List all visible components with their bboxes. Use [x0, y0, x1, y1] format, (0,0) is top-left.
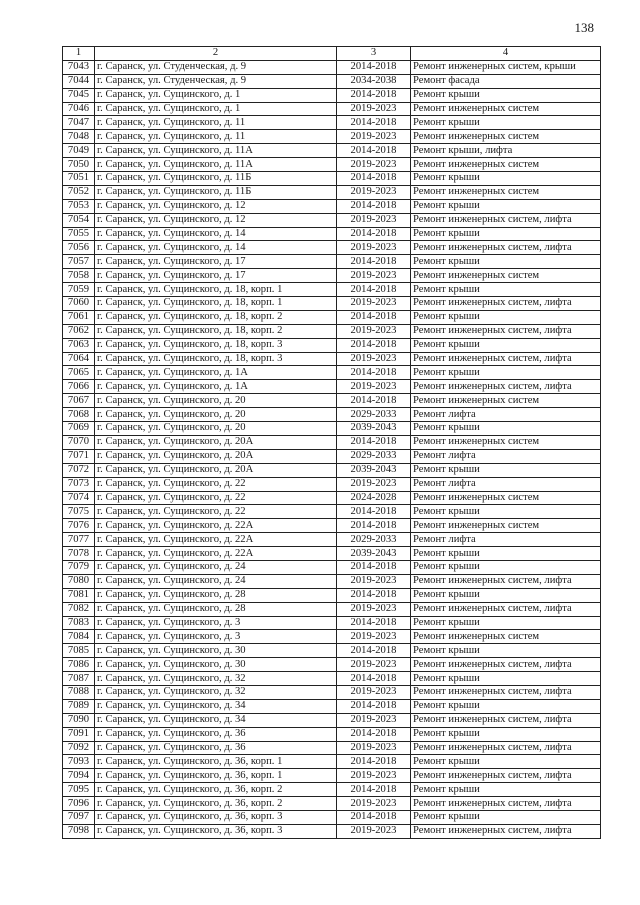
period-cell: 2014-2018	[337, 644, 411, 658]
address-cell: г. Саранск, ул. Сущинского, д. 18, корп. 3	[95, 338, 337, 352]
row-number: 7081	[63, 588, 95, 602]
work-type-cell: Ремонт крыши	[411, 588, 601, 602]
address-cell: г. Саранск, ул. Сущинского, д. 20А	[95, 463, 337, 477]
header-row	[63, 47, 601, 61]
period-cell: 2014-2018	[337, 435, 411, 449]
work-type-cell: Ремонт крыши	[411, 699, 601, 713]
table-row	[63, 338, 601, 352]
address-cell: г. Саранск, ул. Сущинского, д. 34	[95, 713, 337, 727]
address-cell: г. Саранск, ул. Сущинского, д. 22А	[95, 533, 337, 547]
table-row	[63, 727, 601, 741]
period-cell: 2019-2023	[337, 185, 411, 199]
table-row	[63, 769, 601, 783]
address-cell: г. Саранск, ул. Сущинского, д. 36, корп. 2	[95, 783, 337, 797]
work-type-cell: Ремонт крыши	[411, 505, 601, 519]
table-row	[63, 755, 601, 769]
row-number: 7077	[63, 533, 95, 547]
address-cell: г. Саранск, ул. Сущинского, д. 11Б	[95, 172, 337, 186]
work-type-cell: Ремонт крыши	[411, 366, 601, 380]
row-number: 7071	[63, 449, 95, 463]
table-row	[63, 408, 601, 422]
period-cell: 2019-2023	[337, 213, 411, 227]
row-number: 7058	[63, 269, 95, 283]
period-cell: 2019-2023	[337, 630, 411, 644]
work-type-cell: Ремонт инженерных систем, лифта	[411, 713, 601, 727]
period-cell: 2014-2018	[337, 144, 411, 158]
row-number: 7049	[63, 144, 95, 158]
period-cell: 2019-2023	[337, 241, 411, 255]
work-type-cell: Ремонт инженерных систем, лифта	[411, 380, 601, 394]
address-cell: г. Саранск, ул. Сущинского, д. 12	[95, 199, 337, 213]
work-type-cell: Ремонт инженерных систем	[411, 269, 601, 283]
table-row	[63, 435, 601, 449]
address-cell: г. Саранск, ул. Сущинского, д. 30	[95, 644, 337, 658]
table-body	[63, 60, 601, 838]
row-number: 7062	[63, 324, 95, 338]
work-type-cell: Ремонт крыши	[411, 810, 601, 824]
row-number: 7073	[63, 477, 95, 491]
period-cell: 2029-2033	[337, 533, 411, 547]
table-row	[63, 241, 601, 255]
table-row	[63, 297, 601, 311]
period-cell: 2029-2033	[337, 408, 411, 422]
address-cell: г. Саранск, ул. Сущинского, д. 36, корп. 1	[95, 755, 337, 769]
work-type-cell: Ремонт инженерных систем, лифта	[411, 741, 601, 755]
table-row	[63, 533, 601, 547]
row-number: 7091	[63, 727, 95, 741]
row-number: 7059	[63, 283, 95, 297]
address-cell: г. Саранск, ул. Сущинского, д. 20	[95, 408, 337, 422]
period-cell: 2014-2018	[337, 88, 411, 102]
address-cell: г. Саранск, ул. Сущинского, д. 11	[95, 116, 337, 130]
table-row	[63, 116, 601, 130]
table-row	[63, 463, 601, 477]
address-cell: г. Саранск, ул. Сущинского, д. 32	[95, 685, 337, 699]
page-number: 138	[574, 20, 594, 35]
table-row	[63, 491, 601, 505]
header-cell-4: 4	[411, 47, 601, 61]
table-row	[63, 60, 601, 74]
period-cell: 2019-2023	[337, 297, 411, 311]
period-cell: 2014-2018	[337, 310, 411, 324]
address-cell: г. Саранск, ул. Сущинского, д. 1	[95, 88, 337, 102]
row-number: 7048	[63, 130, 95, 144]
row-number: 7069	[63, 422, 95, 436]
period-cell: 2014-2018	[337, 505, 411, 519]
address-cell: г. Саранск, ул. Сущинского, д. 22А	[95, 547, 337, 561]
row-number: 7044	[63, 74, 95, 88]
table-row	[63, 783, 601, 797]
row-number: 7043	[63, 60, 95, 74]
period-cell: 2014-2018	[337, 255, 411, 269]
work-type-cell: Ремонт инженерных систем, лифта	[411, 574, 601, 588]
period-cell: 2014-2018	[337, 394, 411, 408]
row-number: 7076	[63, 519, 95, 533]
row-number: 7088	[63, 685, 95, 699]
work-type-cell: Ремонт инженерных систем	[411, 185, 601, 199]
period-cell: 2019-2023	[337, 158, 411, 172]
table-row	[63, 172, 601, 186]
address-cell: г. Саранск, ул. Сущинского, д. 18, корп. 1	[95, 283, 337, 297]
address-cell: г. Саранск, ул. Сущинского, д. 17	[95, 269, 337, 283]
row-number: 7078	[63, 547, 95, 561]
table-row	[63, 658, 601, 672]
table-row	[63, 824, 601, 838]
row-number: 7092	[63, 741, 95, 755]
work-type-cell: Ремонт инженерных систем	[411, 130, 601, 144]
period-cell: 2014-2018	[337, 519, 411, 533]
address-cell: г. Саранск, ул. Студенческая, д. 9	[95, 74, 337, 88]
table-row	[63, 130, 601, 144]
row-number: 7096	[63, 797, 95, 811]
period-cell: 2019-2023	[337, 324, 411, 338]
work-type-cell: Ремонт крыши, лифта	[411, 144, 601, 158]
row-number: 7079	[63, 560, 95, 574]
table-row	[63, 797, 601, 811]
work-type-cell: Ремонт инженерных систем	[411, 158, 601, 172]
period-cell: 2019-2023	[337, 102, 411, 116]
row-number: 7067	[63, 394, 95, 408]
period-cell: 2014-2018	[337, 672, 411, 686]
address-cell: г. Саранск, ул. Сущинского, д. 22	[95, 477, 337, 491]
period-cell: 2014-2018	[337, 783, 411, 797]
address-cell: г. Саранск, ул. Сущинского, д. 30	[95, 658, 337, 672]
table-row	[63, 269, 601, 283]
row-number: 7057	[63, 255, 95, 269]
period-cell: 2019-2023	[337, 269, 411, 283]
row-number: 7066	[63, 380, 95, 394]
row-number: 7056	[63, 241, 95, 255]
period-cell: 2014-2018	[337, 227, 411, 241]
row-number: 7080	[63, 574, 95, 588]
address-cell: г. Саранск, ул. Сущинского, д. 36	[95, 741, 337, 755]
row-number: 7050	[63, 158, 95, 172]
work-type-cell: Ремонт инженерных систем, лифта	[411, 241, 601, 255]
row-number: 7045	[63, 88, 95, 102]
work-type-cell: Ремонт крыши	[411, 463, 601, 477]
row-number: 7060	[63, 297, 95, 311]
table-row	[63, 672, 601, 686]
address-cell: г. Саранск, ул. Сущинского, д. 20	[95, 394, 337, 408]
table-header	[63, 47, 601, 61]
address-cell: г. Саранск, ул. Сущинского, д. 12	[95, 213, 337, 227]
work-type-cell: Ремонт крыши	[411, 672, 601, 686]
period-cell: 2019-2023	[337, 797, 411, 811]
period-cell: 2039-2043	[337, 547, 411, 561]
table-row	[63, 227, 601, 241]
work-type-cell: Ремонт крыши	[411, 88, 601, 102]
work-type-cell: Ремонт крыши	[411, 783, 601, 797]
period-cell: 2014-2018	[337, 338, 411, 352]
table-row	[63, 102, 601, 116]
table-row	[63, 324, 601, 338]
work-type-cell: Ремонт крыши	[411, 422, 601, 436]
address-cell: г. Саранск, ул. Сущинского, д. 18, корп. 3	[95, 352, 337, 366]
table-row	[63, 199, 601, 213]
address-cell: г. Саранск, ул. Сущинского, д. 14	[95, 227, 337, 241]
work-type-cell: Ремонт лифта	[411, 533, 601, 547]
row-number: 7085	[63, 644, 95, 658]
row-number: 7063	[63, 338, 95, 352]
header-cell-3: 3	[337, 47, 411, 61]
period-cell: 2019-2023	[337, 602, 411, 616]
registry-table	[62, 46, 601, 839]
period-cell: 2019-2023	[337, 477, 411, 491]
work-type-cell: Ремонт лифта	[411, 477, 601, 491]
work-type-cell: Ремонт инженерных систем	[411, 394, 601, 408]
row-number: 7086	[63, 658, 95, 672]
table-row	[63, 685, 601, 699]
table-row	[63, 505, 601, 519]
table-row	[63, 352, 601, 366]
address-cell: г. Саранск, ул. Сущинского, д. 11А	[95, 144, 337, 158]
work-type-cell: Ремонт крыши	[411, 644, 601, 658]
period-cell: 2014-2018	[337, 560, 411, 574]
address-cell: г. Саранск, ул. Сущинского, д. 18, корп. 2	[95, 310, 337, 324]
period-cell: 2019-2023	[337, 685, 411, 699]
work-type-cell: Ремонт крыши	[411, 755, 601, 769]
table-row	[63, 630, 601, 644]
row-number: 7054	[63, 213, 95, 227]
work-type-cell: Ремонт инженерных систем, лифта	[411, 769, 601, 783]
row-number: 7094	[63, 769, 95, 783]
row-number: 7047	[63, 116, 95, 130]
period-cell: 2014-2018	[337, 172, 411, 186]
address-cell: г. Саранск, ул. Сущинского, д. 22	[95, 505, 337, 519]
table-row	[63, 213, 601, 227]
address-cell: г. Саранск, ул. Сущинского, д. 32	[95, 672, 337, 686]
period-cell: 2019-2023	[337, 713, 411, 727]
row-number: 7089	[63, 699, 95, 713]
period-cell: 2014-2018	[337, 616, 411, 630]
period-cell: 2019-2023	[337, 658, 411, 672]
work-type-cell: Ремонт инженерных систем, крыши	[411, 60, 601, 74]
address-cell: г. Саранск, ул. Сущинского, д. 36, корп. 2	[95, 797, 337, 811]
address-cell: г. Саранск, ул. Сущинского, д. 1А	[95, 380, 337, 394]
header-cell-1: 1	[63, 47, 95, 61]
period-cell: 2014-2018	[337, 755, 411, 769]
address-cell: г. Саранск, ул. Сущинского, д. 22А	[95, 519, 337, 533]
row-number: 7072	[63, 463, 95, 477]
period-cell: 2014-2018	[337, 366, 411, 380]
table-row	[63, 185, 601, 199]
table-row	[63, 713, 601, 727]
row-number: 7068	[63, 408, 95, 422]
work-type-cell: Ремонт инженерных систем, лифта	[411, 824, 601, 838]
address-cell: г. Саранск, ул. Сущинского, д. 36, корп. 1	[95, 769, 337, 783]
row-number: 7090	[63, 713, 95, 727]
table-row	[63, 560, 601, 574]
period-cell: 2014-2018	[337, 727, 411, 741]
period-cell: 2019-2023	[337, 574, 411, 588]
row-number: 7070	[63, 435, 95, 449]
work-type-cell: Ремонт крыши	[411, 338, 601, 352]
work-type-cell: Ремонт лифта	[411, 408, 601, 422]
table-row	[63, 158, 601, 172]
work-type-cell: Ремонт крыши	[411, 172, 601, 186]
address-cell: г. Саранск, ул. Сущинского, д. 28	[95, 602, 337, 616]
work-type-cell: Ремонт инженерных систем, лифта	[411, 797, 601, 811]
work-type-cell: Ремонт инженерных систем, лифта	[411, 213, 601, 227]
row-number: 7061	[63, 310, 95, 324]
work-type-cell: Ремонт крыши	[411, 227, 601, 241]
address-cell: г. Саранск, ул. Сущинского, д. 36	[95, 727, 337, 741]
period-cell: 2014-2018	[337, 60, 411, 74]
work-type-cell: Ремонт крыши	[411, 616, 601, 630]
period-cell: 2014-2018	[337, 116, 411, 130]
address-cell: г. Саранск, ул. Сущинского, д. 24	[95, 560, 337, 574]
table-row	[63, 144, 601, 158]
address-cell: г. Саранск, ул. Сущинского, д. 11	[95, 130, 337, 144]
work-type-cell: Ремонт крыши	[411, 310, 601, 324]
address-cell: г. Саранск, ул. Сущинского, д. 1	[95, 102, 337, 116]
row-number: 7074	[63, 491, 95, 505]
work-type-cell: Ремонт крыши	[411, 116, 601, 130]
work-type-cell: Ремонт инженерных систем, лифта	[411, 297, 601, 311]
table-row	[63, 574, 601, 588]
address-cell: г. Саранск, ул. Сущинского, д. 22	[95, 491, 337, 505]
address-cell: г. Саранск, ул. Студенческая, д. 9	[95, 60, 337, 74]
work-type-cell: Ремонт инженерных систем, лифта	[411, 658, 601, 672]
address-cell: г. Саранск, ул. Сущинского, д. 3	[95, 616, 337, 630]
table-row	[63, 699, 601, 713]
work-type-cell: Ремонт инженерных систем	[411, 102, 601, 116]
table-row	[63, 644, 601, 658]
period-cell: 2014-2018	[337, 810, 411, 824]
period-cell: 2019-2023	[337, 741, 411, 755]
row-number: 7064	[63, 352, 95, 366]
period-cell: 2039-2043	[337, 463, 411, 477]
table-row	[63, 616, 601, 630]
work-type-cell: Ремонт крыши	[411, 199, 601, 213]
period-cell: 2019-2023	[337, 130, 411, 144]
work-type-cell: Ремонт инженерных систем	[411, 491, 601, 505]
table-row	[63, 602, 601, 616]
work-type-cell: Ремонт инженерных систем	[411, 519, 601, 533]
address-cell: г. Саранск, ул. Сущинского, д. 18, корп. 1	[95, 297, 337, 311]
address-cell: г. Саранск, ул. Сущинского, д. 3	[95, 630, 337, 644]
row-number: 7084	[63, 630, 95, 644]
address-cell: г. Саранск, ул. Сущинского, д. 36, корп. 3	[95, 810, 337, 824]
address-cell: г. Саранск, ул. Сущинского, д. 11А	[95, 158, 337, 172]
row-number: 7055	[63, 227, 95, 241]
address-cell: г. Саранск, ул. Сущинского, д. 14	[95, 241, 337, 255]
table-row	[63, 741, 601, 755]
row-number: 7051	[63, 172, 95, 186]
period-cell: 2019-2023	[337, 352, 411, 366]
table-row	[63, 477, 601, 491]
table-row	[63, 283, 601, 297]
address-cell: г. Саранск, ул. Сущинского, д. 1А	[95, 366, 337, 380]
table-row	[63, 810, 601, 824]
work-type-cell: Ремонт крыши	[411, 560, 601, 574]
header-cell-2: 2	[95, 47, 337, 61]
address-cell: г. Саранск, ул. Сущинского, д. 20	[95, 422, 337, 436]
work-type-cell: Ремонт инженерных систем, лифта	[411, 602, 601, 616]
period-cell: 2024-2028	[337, 491, 411, 505]
table-row	[63, 380, 601, 394]
period-cell: 2019-2023	[337, 380, 411, 394]
address-cell: г. Саранск, ул. Сущинского, д. 20А	[95, 449, 337, 463]
row-number: 7052	[63, 185, 95, 199]
row-number: 7093	[63, 755, 95, 769]
period-cell: 2014-2018	[337, 588, 411, 602]
table-row	[63, 74, 601, 88]
row-number: 7087	[63, 672, 95, 686]
work-type-cell: Ремонт инженерных систем	[411, 435, 601, 449]
table-row	[63, 422, 601, 436]
table-row	[63, 519, 601, 533]
work-type-cell: Ремонт лифта	[411, 449, 601, 463]
table-row	[63, 547, 601, 561]
period-cell: 2014-2018	[337, 283, 411, 297]
table-row	[63, 310, 601, 324]
period-cell: 2034-2038	[337, 74, 411, 88]
period-cell: 2014-2018	[337, 699, 411, 713]
row-number: 7065	[63, 366, 95, 380]
work-type-cell: Ремонт инженерных систем	[411, 630, 601, 644]
row-number: 7083	[63, 616, 95, 630]
period-cell: 2014-2018	[337, 199, 411, 213]
work-type-cell: Ремонт крыши	[411, 547, 601, 561]
table-row	[63, 88, 601, 102]
work-type-cell: Ремонт крыши	[411, 727, 601, 741]
period-cell: 2029-2033	[337, 449, 411, 463]
period-cell: 2019-2023	[337, 769, 411, 783]
address-cell: г. Саранск, ул. Сущинского, д. 11Б	[95, 185, 337, 199]
row-number: 7095	[63, 783, 95, 797]
row-number: 7098	[63, 824, 95, 838]
row-number: 7046	[63, 102, 95, 116]
work-type-cell: Ремонт фасада	[411, 74, 601, 88]
row-number: 7097	[63, 810, 95, 824]
address-cell: г. Саранск, ул. Сущинского, д. 20А	[95, 435, 337, 449]
address-cell: г. Саранск, ул. Сущинского, д. 18, корп. 2	[95, 324, 337, 338]
address-cell: г. Саранск, ул. Сущинского, д. 36, корп. 3	[95, 824, 337, 838]
work-type-cell: Ремонт крыши	[411, 255, 601, 269]
table-row	[63, 255, 601, 269]
table-row	[63, 449, 601, 463]
address-cell: г. Саранск, ул. Сущинского, д. 28	[95, 588, 337, 602]
work-type-cell: Ремонт крыши	[411, 283, 601, 297]
address-cell: г. Саранск, ул. Сущинского, д. 34	[95, 699, 337, 713]
table-row	[63, 394, 601, 408]
address-cell: г. Саранск, ул. Сущинского, д. 17	[95, 255, 337, 269]
work-type-cell: Ремонт инженерных систем, лифта	[411, 324, 601, 338]
period-cell: 2019-2023	[337, 824, 411, 838]
table-row	[63, 366, 601, 380]
table-row	[63, 588, 601, 602]
row-number: 7082	[63, 602, 95, 616]
row-number: 7053	[63, 199, 95, 213]
row-number: 7075	[63, 505, 95, 519]
address-cell: г. Саранск, ул. Сущинского, д. 24	[95, 574, 337, 588]
period-cell: 2039-2043	[337, 422, 411, 436]
work-type-cell: Ремонт инженерных систем, лифта	[411, 352, 601, 366]
work-type-cell: Ремонт инженерных систем, лифта	[411, 685, 601, 699]
